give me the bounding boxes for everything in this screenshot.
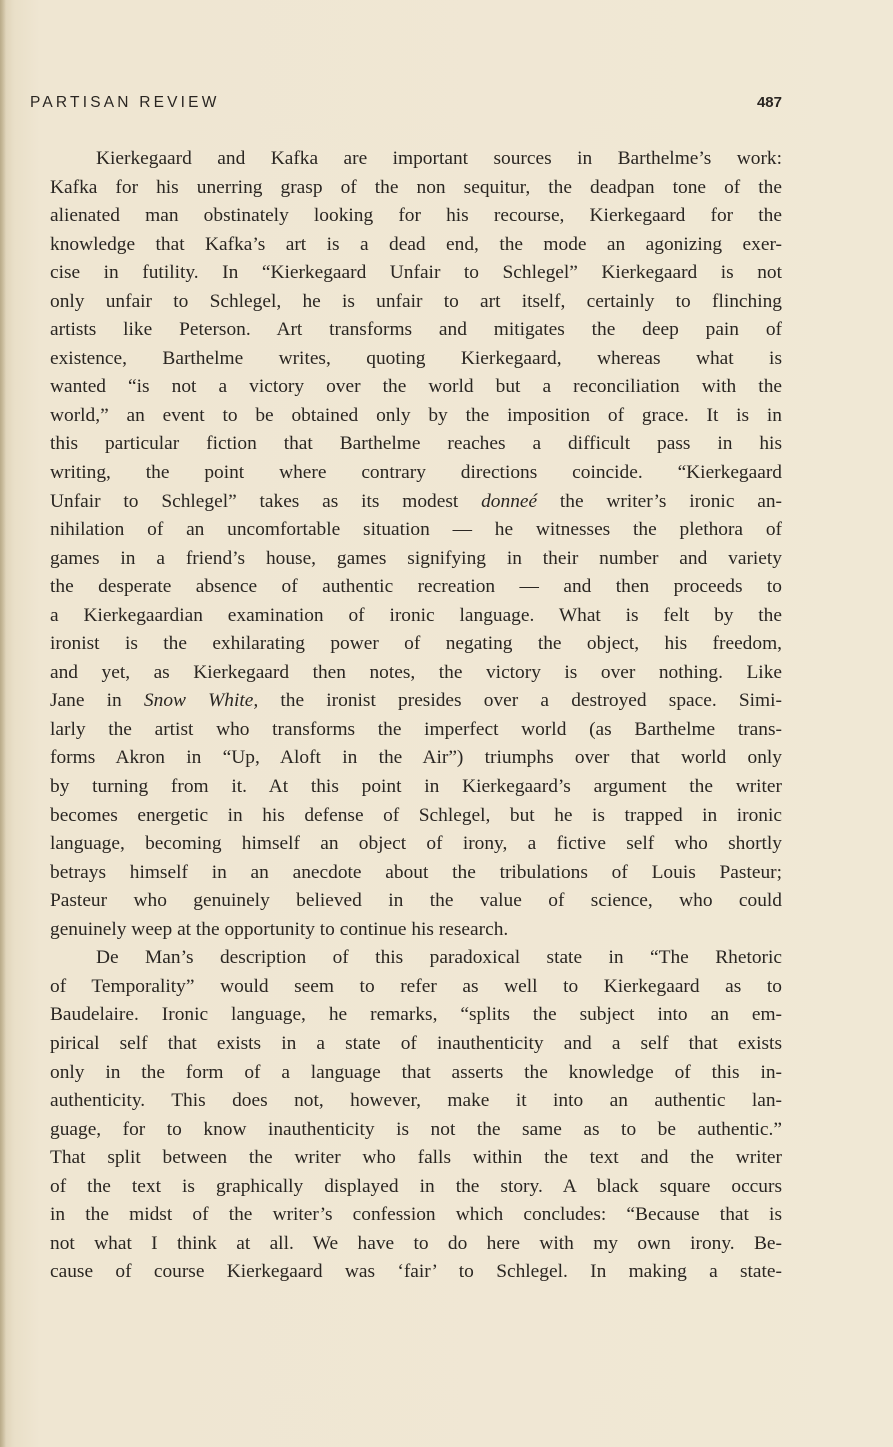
text-line: authenticity. This does not, however, make it into an authentic lan-: [50, 1090, 782, 1112]
body-text: [50, 145, 782, 1287]
spine-shadow: [0, 0, 6, 1447]
text-line: That split between the writer who falls within the text and the writer: [50, 1147, 782, 1169]
paragraph-1: [50, 145, 782, 944]
text-line: existence, Barthelme writes, quoting Kierkegaard, whereas what is: [50, 347, 782, 369]
text-line: wanted “is not a victory over the world but a reconciliation with the: [50, 376, 782, 398]
text-line: and yet, as Kierkegaard then notes, the victory is over nothing. Like: [50, 661, 782, 683]
text-line: of Temporality” would seem to refer as well to Kierkegaard as to: [50, 975, 782, 997]
text-line: only in the form of a language that asserts the knowledge of this in-: [50, 1061, 782, 1083]
text-line: games in a friend’s house, games signifying in their number and variety: [50, 547, 782, 569]
text-line: betrays himself in an anecdote about the tribulations of Louis Pasteur;: [50, 861, 782, 883]
text-line: this particular fiction that Barthelme reaches a difficult pass in his: [50, 433, 782, 455]
text-line: cise in futility. In “Kierkegaard Unfair to Schlegel” Kierkegaard is not: [50, 262, 782, 284]
text-line: guage, for to know inauthenticity is not the same as to be authentic.”: [50, 1118, 782, 1140]
running-head: [30, 94, 782, 116]
text-line: writing, the point where contrary directions coincide. “Kierkegaard: [50, 462, 782, 484]
text-line: De Man’s description of this paradoxical state in “The Rhetoric: [96, 947, 782, 969]
text-line: becomes energetic in his defense of Schlegel, but he is trapped in ironic: [50, 804, 782, 826]
text-line: Pasteur who genuinely believed in the value of science, who could: [50, 890, 782, 912]
text-line: Baudelaire. Ironic language, he remarks, “splits the subject into an em-: [50, 1004, 782, 1026]
text-line: genuinely weep at the opportunity to continue his research.: [50, 918, 509, 940]
text-line: not what I think at all. We have to do here with my own irony. Be-: [50, 1232, 782, 1254]
text-line: nihilation of an uncomfortable situation — he witnesses the plethora of: [50, 519, 782, 541]
text-line: ironist is the exhilarating power of negating the object, his freedom,: [50, 633, 782, 655]
text-line: world,” an event to be obtained only by the imposition of grace. It is in: [50, 404, 782, 426]
text-line: in the midst of the writer’s confession which concludes: “Because that is: [50, 1204, 782, 1226]
paragraph-2: [50, 944, 782, 1287]
text-line: forms Akron in “Up, Aloft in the Air”) triumphs over that world only: [50, 747, 782, 769]
text-line: Kierkegaard and Kafka are important sources in Barthelme’s work:: [96, 148, 782, 169]
text-line: cause of course Kierkegaard was ‘fair’ to Schlegel. In making a state-: [50, 1261, 782, 1283]
text-line: Kafka for his unerring grasp of the non sequitur, the deadpan tone of the: [50, 176, 782, 198]
text-line: artists like Peterson. Art transforms and mitigates the deep pain of: [50, 319, 782, 341]
journal-title: PARTISAN REVIEW: [30, 94, 220, 111]
text-line: pirical self that exists in a state of inauthenticity and a self that exists: [50, 1032, 782, 1054]
text-line: knowledge that Kafka’s art is a dead end, the mode an agonizing exer-: [50, 233, 782, 255]
text-line: Jane in Snow White, the ironist presides over a destroyed space. Simi-: [50, 690, 782, 712]
text-line: larly the artist who transforms the imperfect world (as Barthelme trans-: [50, 718, 782, 740]
text-line: only unfair to Schlegel, he is unfair to art itself, certainly to flinching: [50, 290, 782, 312]
text-line: alienated man obstinately looking for his recourse, Kierkegaard for the: [50, 205, 782, 227]
text-line: by turning from it. At this point in Kierkegaard’s argument the writer: [50, 776, 782, 798]
text-line: the desperate absence of authentic recreation — and then proceeds to: [50, 576, 782, 598]
page-number: 487: [756, 94, 782, 111]
text-line: of the text is graphically displayed in the story. A black square occurs: [50, 1175, 782, 1197]
text-line: a Kierkegaardian examination of ironic language. What is felt by the: [50, 604, 782, 626]
text-line: Unfair to Schlegel” takes as its modest donneé the writer’s ironic an-: [50, 490, 782, 512]
text-line: language, becoming himself an object of irony, a fictive self who shortly: [50, 833, 782, 855]
